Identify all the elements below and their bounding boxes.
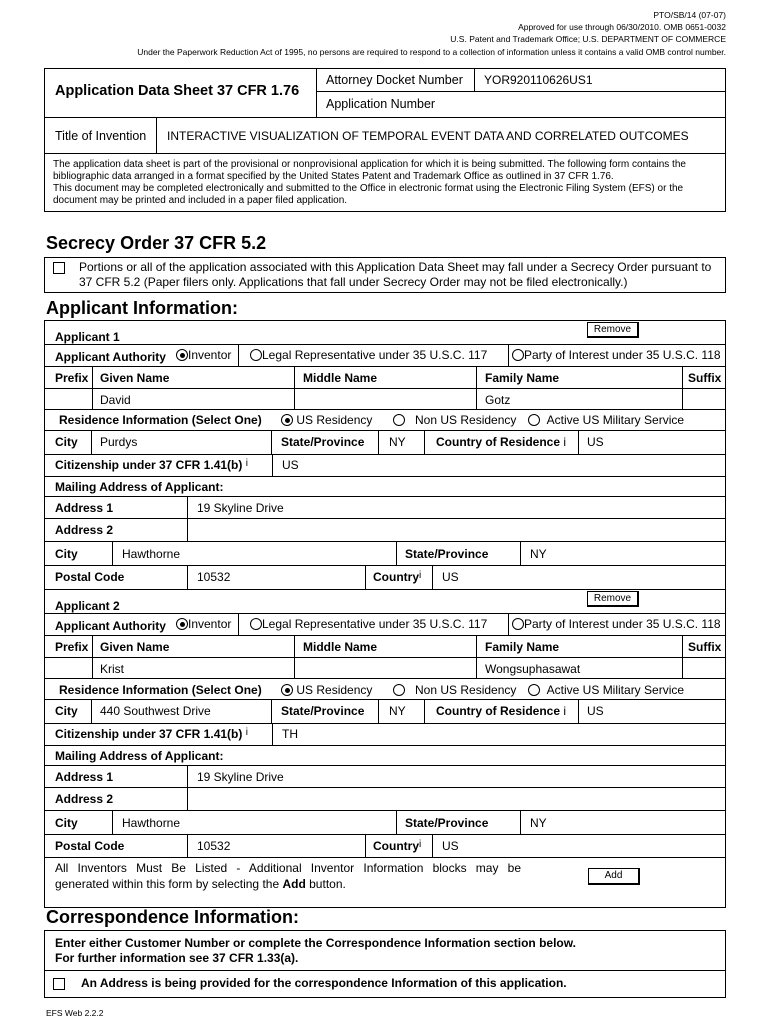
info-icon: i bbox=[419, 570, 422, 581]
applicant-2-citizenship-label: Citizenship under 37 CFR 1.41(b) $^i$ bbox=[55, 727, 248, 741]
applicant-1-postal-value[interactable]: 10532 bbox=[197, 570, 231, 584]
applicant-2-middle-label: Middle Name bbox=[303, 640, 378, 654]
secrecy-heading: Secrecy Order 37 CFR 5.2 bbox=[46, 233, 267, 253]
secrecy-checkbox[interactable] bbox=[53, 262, 65, 274]
applicant-2-party-option[interactable]: Party of Interest under 35 U.S.C. 118 bbox=[512, 617, 721, 631]
applicant-1-mail-state-label: State/Province bbox=[405, 547, 489, 561]
applicant-1-address1-label: Address 1 bbox=[55, 501, 114, 515]
radio-icon[interactable] bbox=[393, 684, 405, 696]
applicant-2-given-value[interactable]: Krist bbox=[100, 662, 124, 676]
footer-version: EFS Web 2.2.2 bbox=[46, 1008, 104, 1018]
applicant-1-party-option[interactable]: Party of Interest under 35 U.S.C. 118 bbox=[512, 348, 721, 362]
add-inventor-button[interactable]: Add bbox=[588, 868, 640, 885]
applicant-1-country-label: Country$^i$ bbox=[373, 570, 422, 584]
radio-selected-icon[interactable] bbox=[176, 349, 188, 361]
correspondence-line-2: For further information see 37 CFR 1.33(a). bbox=[55, 951, 299, 965]
invention-title-value[interactable]: INTERACTIVE VISUALIZATION OF TEMPORAL EVENT DATA AND CORRELATED OUTCOMES bbox=[167, 129, 689, 143]
applicant-1-given-value[interactable]: David bbox=[100, 393, 131, 407]
radio-icon[interactable] bbox=[528, 684, 540, 696]
applicant-2-postal-label: Postal Code bbox=[55, 839, 125, 853]
applicant-1-mail-state-value[interactable]: NY bbox=[530, 547, 547, 561]
info-icon: i bbox=[563, 435, 567, 449]
applicant-2-title: Applicant 2 bbox=[55, 599, 120, 613]
applicant-2-citizenship-value[interactable]: TH bbox=[282, 727, 298, 741]
radio-icon[interactable] bbox=[528, 414, 540, 426]
applicant-2-state-value[interactable]: NY bbox=[389, 704, 406, 718]
correspondence-checkbox-label: An Address is being provided for the correspondence Information of this application. bbox=[81, 976, 567, 990]
applicant-2-non-us-option[interactable]: Non US Residency bbox=[393, 683, 516, 697]
applicant-2-remove-button[interactable]: Remove bbox=[587, 591, 639, 607]
applicant-1-city-label: City bbox=[55, 435, 78, 449]
applicant-2-inventor-option[interactable]: Inventor bbox=[176, 617, 231, 631]
appno-label: Application Number bbox=[326, 97, 436, 111]
applicant-2-mail-state-label: State/Province bbox=[405, 816, 489, 830]
applicant-1-state-label: State/Province bbox=[281, 435, 365, 449]
applicant-2-legal-rep-option[interactable]: Legal Representative under 35 U.S.C. 117 bbox=[250, 617, 487, 631]
applicant-1-state-value[interactable]: NY bbox=[389, 435, 406, 449]
applicant-1-country-res-label: Country of Residence i bbox=[436, 435, 567, 449]
applicant-2-address1-value[interactable]: 19 Skyline Drive bbox=[197, 770, 284, 784]
invention-title-label: Title of Invention bbox=[55, 129, 147, 143]
applicant-2-country-res-value[interactable]: US bbox=[587, 704, 604, 718]
applicant-1-military-option[interactable]: Active US Military Service bbox=[528, 413, 684, 427]
applicant-2-family-label: Family Name bbox=[485, 640, 560, 654]
applicant-2-mail-city-value[interactable]: Hawthorne bbox=[122, 816, 181, 830]
omb-approval: Approved for use through 06/30/2010. OMB 0651-0032 bbox=[518, 22, 726, 32]
applicant-1-city-value[interactable]: Purdys bbox=[100, 435, 138, 449]
applicant-2-country-res-label: Country of Residence i bbox=[436, 704, 567, 718]
applicant-1-given-label: Given Name bbox=[100, 371, 170, 385]
radio-icon[interactable] bbox=[250, 618, 262, 630]
applicant-1-family-value[interactable]: Gotz bbox=[485, 393, 511, 407]
form-id: PTO/SB/14 (07-07) bbox=[653, 10, 726, 20]
radio-selected-icon[interactable] bbox=[281, 684, 293, 696]
applicant-2-address1-label: Address 1 bbox=[55, 770, 114, 784]
applicant-2-country-value[interactable]: US bbox=[442, 839, 459, 853]
applicant-1-mail-city-value[interactable]: Hawthorne bbox=[122, 547, 181, 561]
applicant-2-country-label: Country$^i$ bbox=[373, 839, 422, 853]
applicant-1-mail-city-label: City bbox=[55, 547, 78, 561]
applicant-1-inventor-option[interactable]: Inventor bbox=[176, 348, 231, 362]
secrecy-line-2: 37 CFR 5.2 (Paper filers only. Applications that fall under Secrecy Order may not be filed electronically.) bbox=[79, 275, 628, 289]
applicant-1-address2-label: Address 2 bbox=[55, 523, 114, 537]
secrecy-line-1: Portions or all of the application associated with this Application Data Sheet may fall under a Secrecy Order pursuant to bbox=[79, 260, 712, 274]
inventors-note-line-2: generated within this form by selecting the Add button. bbox=[55, 877, 346, 891]
paperwork-notice: Under the Paperwork Reduction Act of 1995, no persons are required to respond to a collection of information unless it contains a valid OMB control number. bbox=[137, 47, 726, 57]
applicant-1-citizenship-value[interactable]: US bbox=[282, 458, 299, 472]
applicant-1-suffix-label: Suffix bbox=[688, 371, 722, 385]
applicant-2-address2-label: Address 2 bbox=[55, 792, 114, 806]
applicant-2-city-label: City bbox=[55, 704, 78, 718]
ads-title: Application Data Sheet 37 CFR 1.76 bbox=[55, 83, 300, 99]
radio-selected-icon[interactable] bbox=[176, 618, 188, 630]
docket-label: Attorney Docket Number bbox=[326, 73, 463, 87]
correspondence-address-checkbox[interactable] bbox=[53, 978, 65, 990]
applicant-1-prefix-label: Prefix bbox=[55, 371, 89, 385]
applicant-2-family-value[interactable]: Wongsuphasawat bbox=[485, 662, 581, 676]
applicant-1-authority-label: Applicant Authority bbox=[55, 350, 166, 364]
applicant-1-country-res-value[interactable]: US bbox=[587, 435, 604, 449]
applicant-1-postal-label: Postal Code bbox=[55, 570, 125, 584]
applicant-2-us-residency-option[interactable]: US Residency bbox=[281, 683, 372, 697]
applicant-2-state-label: State/Province bbox=[281, 704, 365, 718]
info-icon: i bbox=[245, 458, 248, 469]
radio-icon[interactable] bbox=[393, 414, 405, 426]
radio-icon[interactable] bbox=[512, 349, 524, 361]
correspondence-heading: Correspondence Information: bbox=[46, 907, 300, 927]
applicant-1-legal-rep-option[interactable]: Legal Representative under 35 U.S.C. 117 bbox=[250, 348, 487, 362]
applicant-2-military-option[interactable]: Active US Military Service bbox=[528, 683, 684, 697]
applicant-2-authority-label: Applicant Authority bbox=[55, 619, 166, 633]
applicant-1-citizenship-label: Citizenship under 37 CFR 1.41(b) $^i$ bbox=[55, 458, 248, 472]
radio-icon[interactable] bbox=[512, 618, 524, 630]
radio-icon[interactable] bbox=[250, 349, 262, 361]
applicant-2-prefix-label: Prefix bbox=[55, 640, 89, 654]
applicant-1-mailing-label: Mailing Address of Applicant: bbox=[55, 480, 224, 494]
applicant-2-postal-value[interactable]: 10532 bbox=[197, 839, 231, 853]
applicant-2-suffix-label: Suffix bbox=[688, 640, 722, 654]
applicant-2-mail-city-label: City bbox=[55, 816, 78, 830]
info-icon: i bbox=[419, 839, 422, 850]
applicant-1-residence-label: Residence Information (Select One) bbox=[59, 413, 262, 427]
intro-line-4: document may be printed and included in a paper filed application. bbox=[53, 195, 348, 206]
info-icon: i bbox=[563, 704, 567, 718]
office-name: U.S. Patent and Trademark Office; U.S. DEPARTMENT OF COMMERCE bbox=[450, 34, 726, 44]
intro-line-2: bibliographic data arranged in a format specified by the United States Patent and Trademark Office as outlined in 37 CFR 1.76. bbox=[53, 171, 614, 182]
correspondence-line-1: Enter either Customer Number or complete the Correspondence Information section below. bbox=[55, 936, 576, 950]
applicant-2-mailing-label: Mailing Address of Applicant: bbox=[55, 749, 224, 763]
applicant-1-family-label: Family Name bbox=[485, 371, 560, 385]
info-icon: i bbox=[245, 727, 248, 738]
applicant-1-us-residency-option[interactable]: US Residency bbox=[281, 413, 372, 427]
intro-line-3: This document may be completed electronically and submitted to the Office in electronic format using the Electronic Filing System (EFS) or the bbox=[53, 183, 684, 194]
docket-value[interactable]: YOR920110626US1 bbox=[484, 73, 593, 87]
applicant-1-non-us-option[interactable]: Non US Residency bbox=[393, 413, 516, 427]
applicant-1-title: Applicant 1 bbox=[55, 330, 120, 344]
inventors-note-line-1: All Inventors Must Be Listed - Additional Inventor Information blocks may be bbox=[55, 861, 521, 875]
applicant-2-mail-state-value[interactable]: NY bbox=[530, 816, 547, 830]
applicant-info-heading: Applicant Information: bbox=[46, 298, 238, 318]
applicant-1-remove-button[interactable]: Remove bbox=[587, 322, 639, 338]
intro-line-1: The application data sheet is part of the provisional or nonprovisional application for which it is being submitted. The following form contains the bbox=[53, 159, 686, 170]
radio-selected-icon[interactable] bbox=[281, 414, 293, 426]
applicant-1-address1-value[interactable]: 19 Skyline Drive bbox=[197, 501, 284, 515]
applicant-1-country-value[interactable]: US bbox=[442, 570, 459, 584]
applicant-1-middle-label: Middle Name bbox=[303, 371, 378, 385]
applicant-2-city-value[interactable]: 440 Southwest Drive bbox=[100, 704, 211, 718]
applicant-2-residence-label: Residence Information (Select One) bbox=[59, 683, 262, 697]
applicant-2-given-label: Given Name bbox=[100, 640, 170, 654]
